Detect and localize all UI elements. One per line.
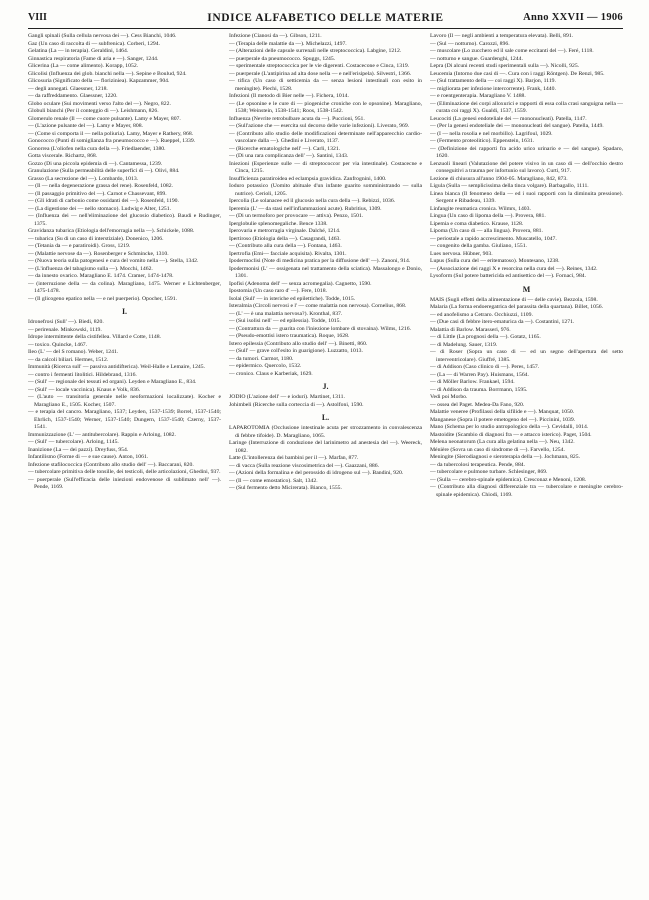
index-entry: — migliorata per infezione intercorrente). Frank, 1440. [430,85,556,92]
index-entry: — (Pseudo-emottisi istero traumatica). Roque, 1628. [229,333,350,339]
index-entry: — (Eliminazione dei corpi alloxurici e rapporti di essa colla crasi sanguigna nella — curata coi raggi X). Gualdi, 1537, 1559. [430,100,623,114]
section-letter: L. [321,413,330,422]
index-entry: — (Due casi di febbre itero-ematurica da —). Costantini, 1271. [430,319,575,325]
index-entry: Ipodermonisi (L' — ossigenata nel trattamento della sciatica). Massalongo e Donio, 1301. [229,265,422,279]
index-entry: Isolai (Sull' — in isteriche ed epilettiche). Todde, 1015. [229,295,356,302]
index-entry: Manganese (Sopra il potere emetogeno del —). Piccinini, 1039. [430,416,576,423]
index-entry: — (Nuova teoria sulla patogenesi e cura del vomito nella —). Stella, 1342. [28,258,199,264]
index-entry: Idrope intermittente della cistifellea. Villard e Cotte, 1148. [28,334,161,340]
index-entry: — (Alterazioni delle capsule surrenali nelle streptococcica). Labgine, 1212. [229,48,402,54]
index-entry: Mastoidite (Scambio di diagnosi fra — e attacco isterico). Paget, 1504. [430,431,592,438]
index-entry: — puerperale (L'antipirina ad alta dose nella — e nell'erisipela). Silvestri, 1366. [229,70,412,77]
index-entry: Isteralmia (Circoli nervosi e l' — come malattia non nervosa). Cornelius, 868. [229,303,407,309]
index-entry: Glicosuria (Significato della — floriziniea). Kapzammer, 904. [28,78,170,84]
index-entry: Lipoma (Un caso di — alla lingua). Provera, 881. [430,228,543,234]
index-entry: — da raffreddamento. Glaessner, 1220. [28,93,118,99]
index-entry: Infezione stafilococcica (Contributo allo studio dell' —). Baccarani, 820. [28,461,194,468]
index-entry: — da calcoli biliari. Hermes, 1512. [28,356,109,363]
index-entry: — (Azioni della formalina e del perossido di idrogeno sul —). Bandini, 920. [229,470,404,476]
index-entry: — sperimentale streptococcica per le vie digerenti. Costacecone e Cinca, 1319. [229,63,410,69]
index-entry: — (Contributo allo studio delle modificazioni determinate nell'apparecchio cardio-vascolare dalla —). Ghedini e Liverato, 1137. [229,130,422,144]
index-column-1 [28,33,221,882]
index-entry: — toxico. Quincke, 1467. [28,341,88,348]
index-entry: Leucemia (Intorno due casi di —. Cura con i raggi Röntgen). De Renzi, 985. [430,70,605,77]
index-entry: Glomerulo renale (Il — come cuore pulsante). Lamy e Mayer, 807. [28,115,181,122]
index-entry: — (Sul trattamento della — coi raggi X). Barjon, 1119. [430,78,556,84]
index-entry: — (Come si comporta il — nella poliuria). Lamy, Mayer e Rathery, 868. [28,130,194,137]
index-entry: — tubarica (Su di un caso di interstiziale). Donenico, 1206. [28,235,164,242]
index-entry: Latte (L'intollerenza dei bambini per il —). Marfan, 877. [229,455,359,461]
index-entry: Malaria (La forma endoeregatrica del parassita della quartana). Billet, 1056. [430,304,604,310]
index-entry: — (Gli idrati di carbonio come ossidanti dei —). Rosenfeld, 1190. [28,198,179,204]
index-entry: — (Contributo alla diagnosi differenziale tra — tubercolare e meningite cerebro-spinale epidemica). Chiodi, 1169. [430,484,623,498]
index-entry: Infantilismo (Forme di — e sue cause). Anton, 1061. [28,454,149,460]
index-entry: Ginnastica respiratoria (Fame di aria e —). Sanger, 1244. [28,55,159,62]
index-entry: — cronico. Claus e Karberiak, 1629. [229,370,313,377]
index-entry: Grasso (La secrezione del —). Lombardo, 1013. [28,175,139,182]
index-entry: Inanizione (La — dei pazzi). Dreyfuss, 954. [28,446,129,453]
index-entry: — (Definizione dei rapporti fra acido urico urinario e — del sangue). Spadaro, 1620. [430,145,623,159]
index-entry: — (Ricerche ematologiche nell' —). Carli, 1321. [229,145,341,152]
index-entry: — (Sull'azione che — esercita sul decorso delle varie infezioni). Liverato, 969. [229,123,410,129]
page-header [28,12,623,29]
index-entry: Lingua (Un caso di lipoma della —). Provera, 881. [430,213,546,219]
index-entry: — (Sull' — locale vaccinica). Knaus e Volk, 836. [28,386,141,393]
index-entry: — degli annegati. Glaessner, 1218. [28,85,108,92]
index-entry: JODIO (L'azione dell' — e ioduri). Martinet, 1311. [229,394,345,400]
index-entry: Ioduro potassico (Uomito abituale d'un infante guarito somministrando — sulla nutrice). Cerioli, 1205. [229,183,422,197]
index-entry: — (La — di Warren Pay). Huismans, 1564. [430,371,529,378]
index-entry: — di Madelung. Sauer, 1319. [430,341,498,348]
index-entry: Iperglobulie splenomegaliche. Bence 1338. [229,220,328,227]
index-entry: — (L' — è una malattia nervosa?). Kronthal, 837. [229,310,343,317]
index-entry: Lezione di chiusura all'anno 1904-05. Maragliano, 842, 873. [430,175,568,182]
index-entry: — epidermico. Quercolo, 1532. [229,363,302,369]
index-entry: — di Little (La prognosi della —). Gotatz, 1165. [430,334,541,340]
index-entry: MAIS (Sugli effetti della alimentazione di — delle cavie). Bezzola, 1598. [430,296,598,303]
index-entry: Iperovaria e metrorragia virginale. Dalché, 1214. [229,228,341,234]
index-entry: Gozzo (Di una piccola epidemia di —). Cantamessa, 1239. [28,160,163,167]
index-entry: Gangli spinali (Sulla cellula nervosa dei —). Cess Bianchi, 1046. [28,33,177,39]
index-entry: — (Contributo alla cura della —). Fontana, 1463. [229,243,342,249]
index-entry: Laringe (Interruzione di conduzione del larinimetro ad anestesia del —). Weereck, 1082. [229,440,422,454]
index-entry: Leucociti (La genesi endoteliale dei — mononucleati). Patella, 1147. [430,115,587,122]
section-letter: M [522,284,531,294]
index-entry: Ileo (L' — del S romano). Weber, 1241. [28,349,119,355]
index-entry: — di Addison da trauma. Borrmann, 1595. [430,386,528,393]
index-entry: Ligula (Sulla — semplicissima della tinca volgare). Barbagallo, 1111. [430,183,589,189]
index-entry: — (Il — come emostatico). Salt, 1342. [229,477,318,484]
index-entry: — (Sul fermento detto Micirerata). Bianco, 1555. [229,485,342,491]
index-entry: — di vacca (Sulla reazione viscosimetrica del —). Gaazzani, 886. [229,462,380,469]
index-entry: Lavoro (Il — negli ambienti a temperatura elevata). Belli, 891. [430,33,574,39]
index-entry: — e terapia del cancro. Maragliano, 1537; Leyden, 1537-1539; Borrel, 1537-1540; Ehrlich, 1537-1540; Werner, 1537-1540; Dungern, 1537-1540; Czerny, 1537-1541. [28,409,221,430]
index-entry: — contro i fermenti litolitici. Hildebrand, 1316. [28,371,137,378]
index-entry: — (Contrattura da — guarita con l'iniezione lombare di stovaina). Wilms, 1216. [229,325,412,332]
index-entry: — periostale a rapido accrescimento. Muscatello, 1047. [430,235,557,242]
index-entry: — (L'auto — transitoria generale nelle neoformazioni localizzate). Kocher e Maragliano E., 1505. Kocher, 1507. [28,394,221,408]
index-entry: — (L'influenza del tabagismo sulla —). Mocchi, 1462. [28,265,153,272]
index-entry: Istero epilessia (Contributo allo studio dell' —). Binetti, 860. [229,340,368,347]
index-entry: — tubercolare primitiva delle tonsille, dei testicoli, delle articolazioni, Ghedini, 937. [28,469,221,475]
index-entry: — ed anofelismo a Cetraro. Occhiuzzi, 1109. [430,311,533,318]
index-entry: Granulazione (Sulla permeabilità delle superfici di —). Olivi, 884. [28,168,180,174]
index-entry: Ipodermoclisi (Note di medicina pratica per la diffusione dell' —). Zanoni, 914. [229,258,411,264]
index-entry: Iniezioni (Esperienze sulle — di streptococcor per via intestinale). Costacecne e Cinca, 1215. [229,160,422,174]
index-entry: — muscolare (Lo zucchero ed il sale come eccitanti del —). Feré, 1118. [430,48,594,54]
index-entry: — (Sull' — grave coll'esito in guarigione). Luzzatto, 1013. [229,348,363,354]
index-entry: — (Malattie nervose da —). Rosenberger e Schmincke, 1310. [28,250,169,257]
index-entry: — (Il passaggio primitivo del —). Carnot e Chassevant, 899. [28,190,167,197]
index-entry: Iperemia (L' — da stasi nell'infiammazioni acute). Rubritius, 1309. [229,205,382,212]
index-entry: — (I — nella rosolia e nel morbillo). Lagrifoul, 1029. [430,130,553,137]
index-entry: — e roentgenterapia. Maragliano V. 1488. [430,93,526,99]
index-entry: Lupus (Sulla cura del — eritematoso). Montesano, 1238. [430,258,560,264]
index-entry: — (Il glicogeno epatico nella — e nel puerperio). Opocher, 1591. [28,295,178,302]
index-entry: — (Di una rara complicanza dell' —). Santini, 1343. [229,153,349,159]
index-entry: — (Le opsonine e le cure di — piogeniche croniche con le opsonine). Maragliano, 1538; Weinstein, 1538-1541; Roos, 1538-1542. [229,100,422,114]
index-entry: Idronefrosi (Sull' —). Biedi, 820. [28,319,104,325]
index-entry: Gravidanza tubarica (Etiologia dell'emorragia nella —). Schickele, 1088. [28,228,195,234]
index-entry: — (Di un termoforo per provocare — attiva). Penzo, 1501. [229,213,364,219]
index-entry: Ipostomia (Un caso raro d' —). Fere, 1018. [229,288,328,294]
index-entry: Immunità (Ricerca sull' — passiva antidifterica). Weil-Halle e Lemaire, 1245. [28,364,206,370]
index-entry: Malattie veneree (Profilassi della sifilide e —). Manquat, 1050. [430,409,575,415]
index-entry: — da innesto ovarico. Maragliano E. 1474. Cramer, 1474-1478. [28,273,174,279]
index-entry: — (Associazione dei raggi X e resorcina nella cura del —). Reines, 1342. [430,265,598,272]
index-entry: — (Il — nella degenerazione grassa del rene). Rosenfeld, 1082. [28,183,173,189]
index-entry: Insufficienza paratiroidea ed eclampsia gravidica. Zanfrognini, 1400. [229,175,387,182]
index-entry: Influenza (Nevrite retrobulbare acuta da —). Puccioni, 951. [229,115,365,122]
index-column-3 [430,33,623,882]
index-entry: — da tubercolosi terapeutica. Pende, 884. [430,461,526,468]
index-entry: Mano (Schema per lo studio antropologico della —). Cevidalli, 1014. [430,424,589,430]
index-column-2 [229,33,422,882]
index-entry: Lysoform (Sul potere battericida ed antisettico del —). Fornaci, 984. [430,273,587,279]
index-entry: — (Influenza dei — nell'eliminazione del glucosio diabetico). Baudi e Rudinger, 1375. [28,213,221,227]
index-entry: — puerperale (Sull'efficacia delle iniezioni endovenose di sublimato nell' —). Pende, 1169. [28,476,221,490]
index-entry: Glicerina (La — come alimento). Korapp, 1052. [28,63,139,69]
index-entry: Glicolisi (Influenza dei glob. bianchi nella —). Sepine e Boulud, 924. [28,70,187,77]
index-entry: Meningite (Sierodiagnosi e sieroterapia della —). Jochmann, 825. [430,454,581,460]
index-entry: Gonorrea (L'oliofen nella cura della —). Friedlaender, 1380. [28,145,166,152]
index-entry: — congenito della gamba. Giuliano, 1551. [430,243,527,249]
index-entry: — (Sulla — cerebro-spinale epidemica). Cresconaz e Menoni, 1208. [430,476,587,483]
index-entry: Gelatina (La — in terapia). Geraldini, 1464. [28,48,129,54]
index-entry: — (Fermento proteolitico). Eppenstein, 1631. [430,138,535,144]
index-entry: Ipertiroso (Etiologia della —). Casagrandi, 1463. [229,235,341,242]
index-entry: — (Sui isolisi nell' — ed epilessia). Todde, 1015. [229,318,341,324]
index-entry: — di Möller Barlow. Frankael, 1594. [430,379,515,385]
index-entry: — da tumori. Carmot, 1180. [229,355,294,362]
index-entry: — ossea del Paget. Medea-Da Fano, 920. [430,401,525,408]
index-entry: — (Per la genesi endoteliale dei — mononucleati del sangue). Patella, 1449. [430,123,604,129]
index-entry: — di Addison (Caso clinico di —). Peres, 1457. [430,364,540,370]
volume-year: Anno XXVII — 1906 [523,12,623,23]
index-entry: — (Terapia delle malattie da —). Michelazzi, 1497. [229,40,347,47]
index-entry: Lepra (Di alcuni recenti studi sperimentali sulla —). Nicolli, 925. [430,63,580,69]
index-entry: Johimbeli (Ricerche sulla corteccia di —). Astolfoni, 1590. [229,401,364,408]
index-entry: Ménière (Sovra un caso di sindrome di —). Farvello, 1254. [430,446,565,453]
index-columns [28,33,623,882]
section-letter: J. [322,382,329,391]
index-entry: Ipercolia (Le solanacee ed il glucosio nella cura della —). Rebizzi, 1036. [229,198,396,204]
index-entry: — perirenale. Minkowski, 1119. [28,326,102,333]
page-title: INDICE ALFABETICO DELLE MATERIE [207,12,444,24]
index-entry: — puerperale da pneumococco. Spuggs, 1245. [229,55,336,62]
section-letter: I. [121,307,128,316]
index-entry: Malattia di Barlow. Marasseri, 976. [430,326,511,333]
index-entry: Melena neonatorum (La cura alla gelatina nella —). Neu, 1342. [430,439,575,445]
index-entry: LAPAROTOMIA (Occlusione intestinale acuta per strozzamento in convalescenza di febbre tifoide). D. Maragliano, 1065. [229,425,422,439]
index-entry: — (L'azione pulsante del —). Lamy e Mayer, 808. [28,123,143,129]
index-entry: — tubercolare e pulmone turbare. Schlesinger, 869. [430,469,548,475]
index-entry: — di Roser (Sopra un caso di — ed un segno dell'apertura del setto interventricolare). Giuffré, 1385. [430,349,623,363]
index-entry: — (Sull' — regionale dei tessuti ed organi). Leyden e Maragliano E., 834. [28,379,197,385]
index-entry: Infezioni (Il metodo di Bier nelle —). Fichera, 1014. [229,93,349,99]
index-entry: Infezione (Cianosi da —). Gibson, 1211. [229,33,322,39]
page-number: VIII [28,12,47,23]
index-entry: — (Sul — notturno). Carozzi, 896. [430,40,510,47]
index-entry: Gaz (Un caso di raccolta di — subfrenica). Corberi, 1294. [28,40,161,47]
index-entry: — (interruzione della — da colina). Maragliano, 1475. Werner e Lichtenberger, 1475-1478. [28,280,221,294]
index-entry: Lenzuoli lineari (Valutazione del potere visivo in un caso di — dell'occhio destro conseguitivi a trauma per infortunio sul lavoro). Curti, 917. [430,160,623,174]
index-entry: — notturno e sangue. Guardenghi, 1244. [430,55,523,62]
index-entry: Lues nervosa. Hübner, 903. [430,250,493,257]
index-entry: Vedi poi Morbo. [430,394,468,400]
index-entry: Globuli bianchi (Per il conteggio di —). Leishmann, 826. [28,108,159,114]
index-entry: Gotta viscerale. Richartz, 868. [28,153,98,159]
index-entry: Immunizzazione (L' — antitubercolare). Rappin e Arloing, 1082. [28,431,176,438]
index-entry: Linfangite reumatica cronica. Wilmrs, 1403. [430,205,531,212]
index-entry: Globo oculare (Sui movimenti verso l'alto del —). Negro, 822. [28,100,171,107]
index-entry: Lipemia e coma diabetico. Krause, 1128. [430,220,524,227]
index-entry: Gonococco (Punti di somiglianza fra pneumococco e —). Rueppel, 1339. [28,138,196,144]
index-entry: Ipofisi (Adenoma dell' — senza acromegalia). Cagnetto, 1590. [229,280,372,287]
index-entry: — tifica (Un caso di setticemia da — senza lesioni intestinali con esito in meningite). Piechi, 1528. [229,78,422,92]
index-entry: — (Sull' — tubercolare). Arloing, 1145. [28,439,119,445]
index-entry: Ipertrofia (Emi— facciale acquisita). Rivalta, 1301. [229,250,347,257]
index-entry: — (La digestione dei — nello stomaco). Ludwig e Alter, 1251. [28,205,172,212]
index-entry: — (Tetania da — e paratiroidi). Gross, 1219. [28,243,131,249]
index-entry: Linea bianca (Il fenomeno della — ed i suoi rapporti con la diminuita pressione). Sergent e Ribadeau, 1339. [430,190,623,204]
